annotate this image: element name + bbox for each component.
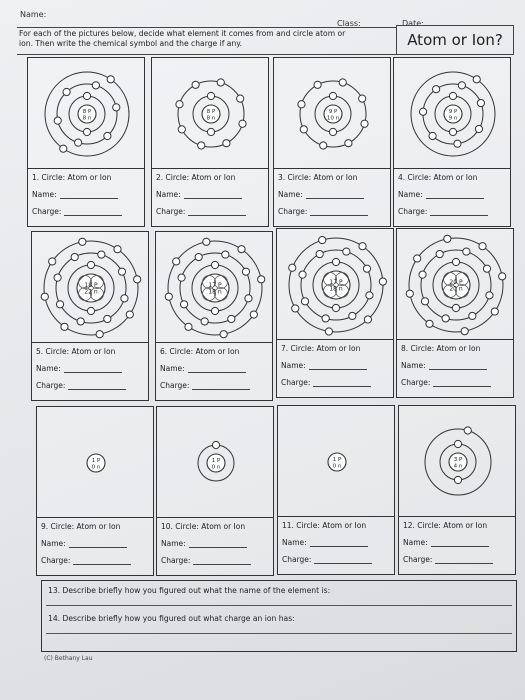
reflection-questions bbox=[41, 580, 517, 652]
name-field-2[interactable] bbox=[184, 198, 242, 199]
atom-card-6 bbox=[155, 231, 273, 401]
electron bbox=[301, 298, 308, 305]
charge-label-11: Charge: bbox=[282, 555, 312, 564]
name-label-10: Name: bbox=[161, 539, 186, 548]
neutron-count: 0 n bbox=[91, 464, 101, 471]
atom-diagram-9 bbox=[37, 407, 155, 519]
neutron-count: 22 n bbox=[84, 288, 98, 296]
electron bbox=[442, 315, 449, 322]
name-label-8: Name: bbox=[401, 361, 426, 370]
card-heading-12: 12. Circle: Atom or Ion bbox=[403, 521, 488, 530]
electron bbox=[258, 276, 265, 283]
electron bbox=[212, 441, 219, 448]
name-label-1: Name: bbox=[32, 190, 57, 199]
card-heading-4: 4. Circle: Atom or Ion bbox=[398, 173, 478, 182]
electron bbox=[436, 250, 443, 257]
electron bbox=[165, 293, 172, 300]
answer-line-14[interactable] bbox=[46, 633, 512, 634]
charge-field-6[interactable] bbox=[192, 389, 250, 390]
card-heading-7: 7. Circle: Atom or Ion bbox=[281, 344, 361, 353]
neutron-count: 20 n bbox=[449, 285, 463, 293]
electron bbox=[475, 125, 482, 132]
electron bbox=[61, 323, 68, 330]
neutron-count: 8 n bbox=[82, 115, 92, 122]
electron bbox=[320, 142, 327, 149]
electron bbox=[63, 88, 70, 95]
worksheet-title: Atom or Ion? bbox=[396, 25, 514, 55]
class-label: Class: bbox=[337, 19, 361, 28]
electron bbox=[49, 258, 56, 265]
neutron-count: 18 n bbox=[329, 285, 343, 293]
atom-diagram-6 bbox=[156, 232, 274, 344]
electron bbox=[461, 328, 468, 335]
charge-label-6: Charge: bbox=[160, 381, 190, 390]
electron bbox=[245, 295, 252, 302]
electron bbox=[104, 315, 111, 322]
atom-card-4 bbox=[393, 57, 511, 227]
atom-diagram-11 bbox=[278, 406, 396, 518]
electron bbox=[298, 101, 305, 108]
atom-card-12 bbox=[398, 405, 516, 575]
electron bbox=[178, 274, 185, 281]
electron bbox=[299, 271, 306, 278]
question-14: 14. Describe briefly how you figured out what charge an ion has: bbox=[48, 614, 295, 623]
electron bbox=[195, 253, 202, 260]
card-heading-1: 1. Circle: Atom or Ion bbox=[32, 173, 112, 182]
electron bbox=[300, 126, 307, 133]
name-field-1[interactable] bbox=[60, 198, 118, 199]
electron bbox=[176, 101, 183, 108]
electron bbox=[332, 258, 339, 265]
electron bbox=[71, 253, 78, 260]
electron bbox=[118, 268, 125, 275]
electron bbox=[499, 273, 506, 280]
name-label-2: Name: bbox=[156, 190, 181, 199]
name-field-9[interactable] bbox=[69, 547, 127, 548]
card-heading-11: 11. Circle: Atom or Ion bbox=[282, 521, 367, 530]
electron bbox=[104, 132, 111, 139]
name-field-12[interactable] bbox=[431, 546, 489, 547]
electron bbox=[379, 278, 386, 285]
electron bbox=[96, 331, 103, 338]
charge-label-10: Charge: bbox=[161, 556, 191, 565]
electron bbox=[491, 308, 498, 315]
electron bbox=[329, 128, 336, 135]
electron bbox=[364, 316, 371, 323]
electron bbox=[449, 128, 456, 135]
electron bbox=[343, 248, 350, 255]
charge-field-8[interactable] bbox=[433, 386, 491, 387]
electron bbox=[113, 104, 120, 111]
electron bbox=[79, 238, 86, 245]
electron bbox=[114, 246, 121, 253]
atom-card-7 bbox=[276, 228, 394, 398]
proton-count: 1 P bbox=[91, 458, 101, 464]
proton-count: 1 P bbox=[332, 457, 342, 463]
electron bbox=[75, 139, 82, 146]
electron bbox=[54, 274, 61, 281]
atom-card-9 bbox=[36, 406, 154, 576]
electron bbox=[361, 120, 368, 127]
electron bbox=[185, 323, 192, 330]
atom-diagram-1 bbox=[28, 58, 146, 170]
electron bbox=[454, 140, 461, 147]
electron bbox=[414, 255, 421, 262]
electron bbox=[479, 243, 486, 250]
electron bbox=[98, 251, 105, 258]
name-label-4: Name: bbox=[398, 190, 423, 199]
neutron-count: 18 n bbox=[208, 288, 222, 296]
electron bbox=[92, 82, 99, 89]
card-heading-10: 10. Circle: Atom or Ion bbox=[161, 522, 246, 531]
name-field-8[interactable] bbox=[429, 369, 487, 370]
electron bbox=[173, 258, 180, 265]
electron bbox=[56, 301, 63, 308]
neutron-count: 4 n bbox=[453, 463, 463, 470]
atom-diagram-8 bbox=[397, 229, 515, 341]
electron bbox=[83, 92, 90, 99]
electron bbox=[463, 248, 470, 255]
neutron-count: 0 n bbox=[332, 463, 342, 470]
name-label-11: Name: bbox=[282, 538, 307, 547]
answer-line-13[interactable] bbox=[46, 605, 512, 606]
card-heading-2: 2. Circle: Atom or Ion bbox=[156, 173, 236, 182]
electron bbox=[477, 99, 484, 106]
electron bbox=[198, 142, 205, 149]
electron bbox=[220, 331, 227, 338]
electron bbox=[329, 92, 336, 99]
neutron-count: 9 n bbox=[448, 115, 458, 122]
electron bbox=[87, 261, 94, 268]
card-heading-9: 9. Circle: Atom or Ion bbox=[41, 522, 121, 531]
electron bbox=[211, 261, 218, 268]
proton-count: 3 P bbox=[453, 457, 463, 463]
electron bbox=[483, 265, 490, 272]
proton-count: 8 P bbox=[206, 109, 216, 115]
neutron-count: 10 n bbox=[326, 115, 340, 122]
proton-count: 20 P bbox=[449, 279, 463, 286]
electron bbox=[180, 301, 187, 308]
card-heading-3: 3. Circle: Atom or Ion bbox=[278, 173, 358, 182]
electron bbox=[359, 243, 366, 250]
electron bbox=[325, 328, 332, 335]
name-field-5[interactable] bbox=[64, 372, 122, 373]
proton-count: 9 P bbox=[448, 109, 458, 115]
electron bbox=[207, 128, 214, 135]
electron bbox=[211, 307, 218, 314]
electron bbox=[464, 427, 471, 434]
charge-field-2[interactable] bbox=[188, 215, 246, 216]
proton-count: 8 P bbox=[82, 109, 92, 115]
electron bbox=[473, 76, 480, 83]
electron bbox=[419, 108, 426, 115]
charge-field-7[interactable] bbox=[313, 386, 371, 387]
atom-diagram-3 bbox=[274, 58, 392, 170]
copyright-credit: (C) Bethany Lau bbox=[44, 655, 93, 662]
electron bbox=[452, 258, 459, 265]
electron bbox=[429, 132, 436, 139]
electron bbox=[126, 311, 133, 318]
proton-count: 1 P bbox=[211, 458, 221, 464]
electron bbox=[238, 246, 245, 253]
electron bbox=[54, 117, 61, 124]
electron bbox=[121, 295, 128, 302]
charge-label-5: Charge: bbox=[36, 381, 66, 390]
electron bbox=[217, 79, 224, 86]
charge-field-9[interactable] bbox=[73, 564, 131, 565]
charge-label-8: Charge: bbox=[401, 378, 431, 387]
electron bbox=[250, 311, 257, 318]
electron bbox=[201, 318, 208, 325]
name-label-5: Name: bbox=[36, 364, 61, 373]
electron bbox=[322, 315, 329, 322]
electron bbox=[426, 320, 433, 327]
electron bbox=[314, 81, 321, 88]
electron bbox=[433, 86, 440, 93]
charge-field-10[interactable] bbox=[193, 564, 251, 565]
electron bbox=[41, 293, 48, 300]
charge-label-2: Charge: bbox=[156, 207, 186, 216]
atom-diagram-5 bbox=[32, 232, 150, 344]
instructions bbox=[17, 27, 396, 55]
card-heading-6: 6. Circle: Atom or Ion bbox=[160, 347, 240, 356]
electron bbox=[292, 305, 299, 312]
charge-field-4[interactable] bbox=[430, 215, 488, 216]
electron bbox=[349, 312, 356, 319]
electron bbox=[458, 82, 465, 89]
electron bbox=[444, 235, 451, 242]
charge-field-1[interactable] bbox=[64, 215, 122, 216]
electron bbox=[421, 298, 428, 305]
proton-count: 18 P bbox=[84, 282, 98, 289]
atom-diagram-12 bbox=[399, 406, 517, 518]
electron bbox=[242, 268, 249, 275]
atom-card-5 bbox=[31, 231, 149, 401]
neutron-count: 8 n bbox=[206, 115, 216, 122]
card-heading-5: 5. Circle: Atom or Ion bbox=[36, 347, 116, 356]
charge-field-5[interactable] bbox=[68, 389, 126, 390]
electron bbox=[83, 128, 90, 135]
atom-diagram-10 bbox=[157, 407, 275, 519]
proton-count: 9 P bbox=[328, 109, 338, 115]
electron bbox=[192, 81, 199, 88]
name-field-6[interactable] bbox=[188, 372, 246, 373]
question-13: 13. Describe briefly how you figured out what the name of the element is: bbox=[48, 586, 331, 595]
electron bbox=[406, 290, 413, 297]
electron bbox=[332, 304, 339, 311]
electron bbox=[319, 236, 326, 243]
charge-field-3[interactable] bbox=[310, 215, 368, 216]
electron bbox=[60, 145, 67, 152]
electron bbox=[87, 307, 94, 314]
name-label-6: Name: bbox=[160, 364, 185, 373]
atom-card-1 bbox=[27, 57, 145, 227]
electron bbox=[178, 126, 185, 133]
atom-diagram-2 bbox=[152, 58, 270, 170]
neutron-count: 0 n bbox=[211, 464, 221, 471]
electron bbox=[107, 76, 114, 83]
electron bbox=[366, 292, 373, 299]
atom-card-3 bbox=[273, 57, 391, 227]
charge-label-4: Charge: bbox=[398, 207, 428, 216]
electron bbox=[419, 271, 426, 278]
atom-card-2 bbox=[151, 57, 269, 227]
electron bbox=[289, 264, 296, 271]
charge-label-12: Charge: bbox=[403, 555, 433, 564]
instructions-line-1: For each of the pictures below, decide what element it comes from and circle atom or bbox=[19, 29, 346, 38]
atom-diagram-7 bbox=[277, 229, 395, 341]
charge-field-12[interactable] bbox=[435, 563, 493, 564]
electron bbox=[363, 265, 370, 272]
electron bbox=[237, 95, 244, 102]
proton-count: 17 P bbox=[329, 279, 343, 286]
proton-count: 17 P bbox=[208, 282, 222, 289]
charge-label-1: Charge: bbox=[32, 207, 62, 216]
atom-card-11 bbox=[277, 405, 395, 575]
electron bbox=[77, 318, 84, 325]
date-label: Date: bbox=[402, 19, 424, 28]
electron bbox=[203, 238, 210, 245]
name-label-12: Name: bbox=[403, 538, 428, 547]
name-field-11[interactable] bbox=[310, 546, 368, 547]
electron bbox=[454, 440, 461, 447]
name-label-3: Name: bbox=[278, 190, 303, 199]
electron bbox=[239, 120, 246, 127]
electron bbox=[486, 292, 493, 299]
electron bbox=[228, 315, 235, 322]
electron bbox=[449, 92, 456, 99]
electron bbox=[345, 140, 352, 147]
charge-field-11[interactable] bbox=[314, 563, 372, 564]
electron bbox=[223, 140, 230, 147]
instructions-line-2: ion. Then write the chemical symbol and the charge if any. bbox=[19, 39, 243, 48]
name-label: Name: bbox=[20, 10, 47, 19]
name-field-10[interactable] bbox=[189, 547, 247, 548]
atom-card-8 bbox=[396, 228, 514, 398]
electron bbox=[359, 95, 366, 102]
electron bbox=[469, 312, 476, 319]
name-field-3[interactable] bbox=[306, 198, 364, 199]
electron bbox=[222, 251, 229, 258]
card-heading-8: 8. Circle: Atom or Ion bbox=[401, 344, 481, 353]
charge-label-9: Charge: bbox=[41, 556, 71, 565]
atom-card-10 bbox=[156, 406, 274, 576]
name-field-7[interactable] bbox=[309, 369, 367, 370]
electron bbox=[316, 250, 323, 257]
name-label-7: Name: bbox=[281, 361, 306, 370]
electron bbox=[134, 276, 141, 283]
charge-label-3: Charge: bbox=[278, 207, 308, 216]
name-field-4[interactable] bbox=[426, 198, 484, 199]
electron bbox=[454, 476, 461, 483]
atom-diagram-4 bbox=[394, 58, 512, 170]
charge-label-7: Charge: bbox=[281, 378, 311, 387]
electron bbox=[339, 79, 346, 86]
name-label-9: Name: bbox=[41, 539, 66, 548]
electron bbox=[452, 304, 459, 311]
electron bbox=[207, 92, 214, 99]
